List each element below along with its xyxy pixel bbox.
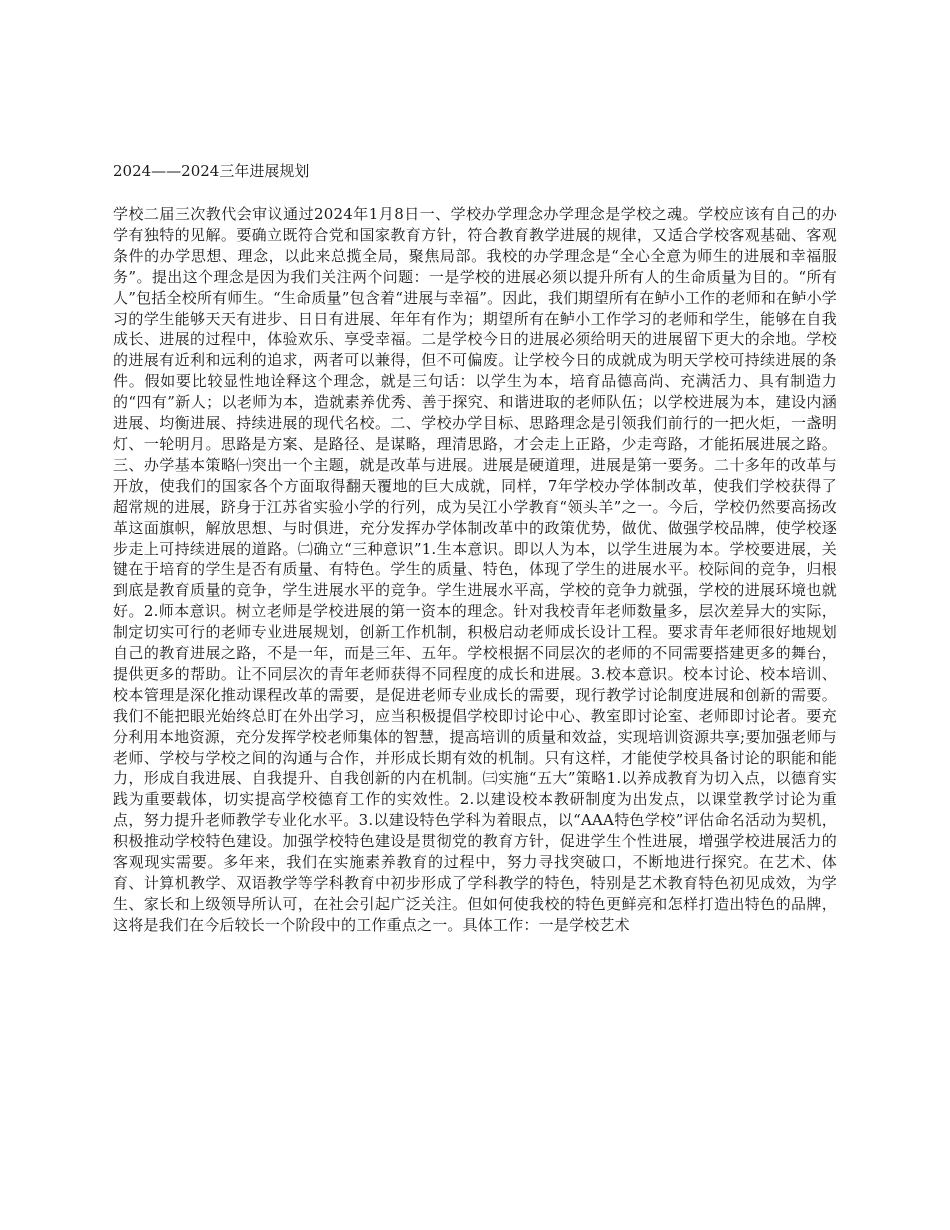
document-body-paragraph: 学校二届三次教代会审议通过2024年1月8日一、学校办学理念办学理念是学校之魂。学校应该有自己的办学有独特的见解。要确立既符合党和国家教育方针，符合教育教学进展的规律，又适合学校客观基础、客观条件的办学思想、理念，以此来总揽全局，聚焦局部。我校的办学理念是“全心全意为师生的进展和幸福服务”。提出这个理念是因为我们关注两个问题：一是学校的进展必须以提升所有人的生命质量为目的。“所有人”包括全校所有师生。“生命质量”包含着“进展与幸福”。因此，我们期望所有在鲈小工作的老师和在鲈小学习的学生能够天天有进步、日日有进展、年年有作为；期望所有在鲈小工作学习的老师和学生，能够在自我成长、进展的过程中，体验欢乐、享受幸福。二是学校今日的进展必须给明天的进展留下更大的余地。学校的进展有近利和远利的追求，两者可以兼得，但不可偏废。让学校今日的成就成为明天学校可持续进展的条件。假如要比较显性地诠释这个理念，就是三句话：以学生为本，培育品德高尚、充满活力、具有制造力的“四有”新人；以老师为本，造就素养优秀、善于探究、和谐进取的老师队伍；以学校进展为本，建设内涵进展、均衡进展、持续进展的现代名校。二、学校办学目标、思路理念是引领我们前行的一把火炬，一盏明灯、一轮明月。思路是方案、是路径、是谋略，理清思路，才会走上正路，少走弯路，才能拓展进展之路。三、办学基本策略㈠突出一个主题，就是改革与进展。进展是硬道理，进展是第一要务。二十多年的改革与开放，使我们的国家各个方面取得翻天覆地的巨大成就，同样，7年学校办学体制改革，使我们学校获得了超常规的进展，跻身于江苏省实验小学的行列，成为吴江小学教育“领头羊”之一。今后，学校仍然要高扬改革这面旗帜，解放思想、与时俱进，充分发挥办学体制改革中的政策优势，做优、做强学校品牌，使学校逐步走上可持续进展的道路。㈡确立“三种意识”1.生本意识。即以人为本，以学生进展为本。学校要进展，关键在于培育的学生是否有质量、有特色。学生的质量、特色，体现了学生的进展水平。校际间的竞争，归根到底是教育质量的竞争，学生进展水平的竞争。学生进展水平高，学校的竞争力就强，学校的进展环境也就好。2.师本意识。树立老师是学校进展的第一资本的理念。针对我校青年老师数量多，层次差异大的实际，制定切实可行的老师专业进展规划，创新工作机制，积极启动老师成长设计工程。要求青年老师很好地规划自己的教育进展之路，不是一年，而是三年、五年。学校根据不同层次的老师的不同需要搭建更多的舞台，提供更多的帮助。让不同层次的青年老师获得不同程度的成长和进展。3.校本意识。校本讨论、校本培训、校本管理是深化推动课程改革的需要，是促进老师专业成长的需要，现行教学讨论制度进展和创新的需要。我们不能把眼光始终总盯在外出学习，应当积极提倡学校即讨论中心、教室即讨论室、老师即讨论者。要充分利用本地资源，充分发挥学校老师集体的智慧，提高培训的质量和效益，实现培训资源共享;要加强老师与老师、学校与学校之间的沟通与合作，并形成长期有效的机制。只有这样，才能使学校具备讨论的职能和能力，形成自我进展、自我提升、自我创新的内在机制。㈢实施“五大”策略1.以养成教育为切入点，以德育实践为重要载体，切实提高学校德育工作的实效性。2.以建设校本教研制度为出发点，以课堂教学讨论为重点，努力提升老师教学专业化水平。3.以建设特色学科为着眼点，以“AAA特色学校”评估命名活动为契机，积极推动学校特色建设。加强学校特色建设是贯彻党的教育方针，促进学生个性进展，增强学校进展活力的客观现实需要。多年来，我们在实施素养教育的过程中，努力寻找突破口，不断地进行探究。在艺术、体育、计算机教学、双语教学等学科教育中初步形成了学科教学的特色，特别是艺术教育特色初见成效，为学生、家长和上级领导所认可，在社会引起广泛关注。但如何使我校的特色更鲜亮和怎样打造出特色的品牌，这将是我们在今后较长一个阶段中的工作重点之一。具体工作：一是学校艺术 [113,205,837,934]
document-title: 2024——2024三年进展规划 [113,162,310,180]
